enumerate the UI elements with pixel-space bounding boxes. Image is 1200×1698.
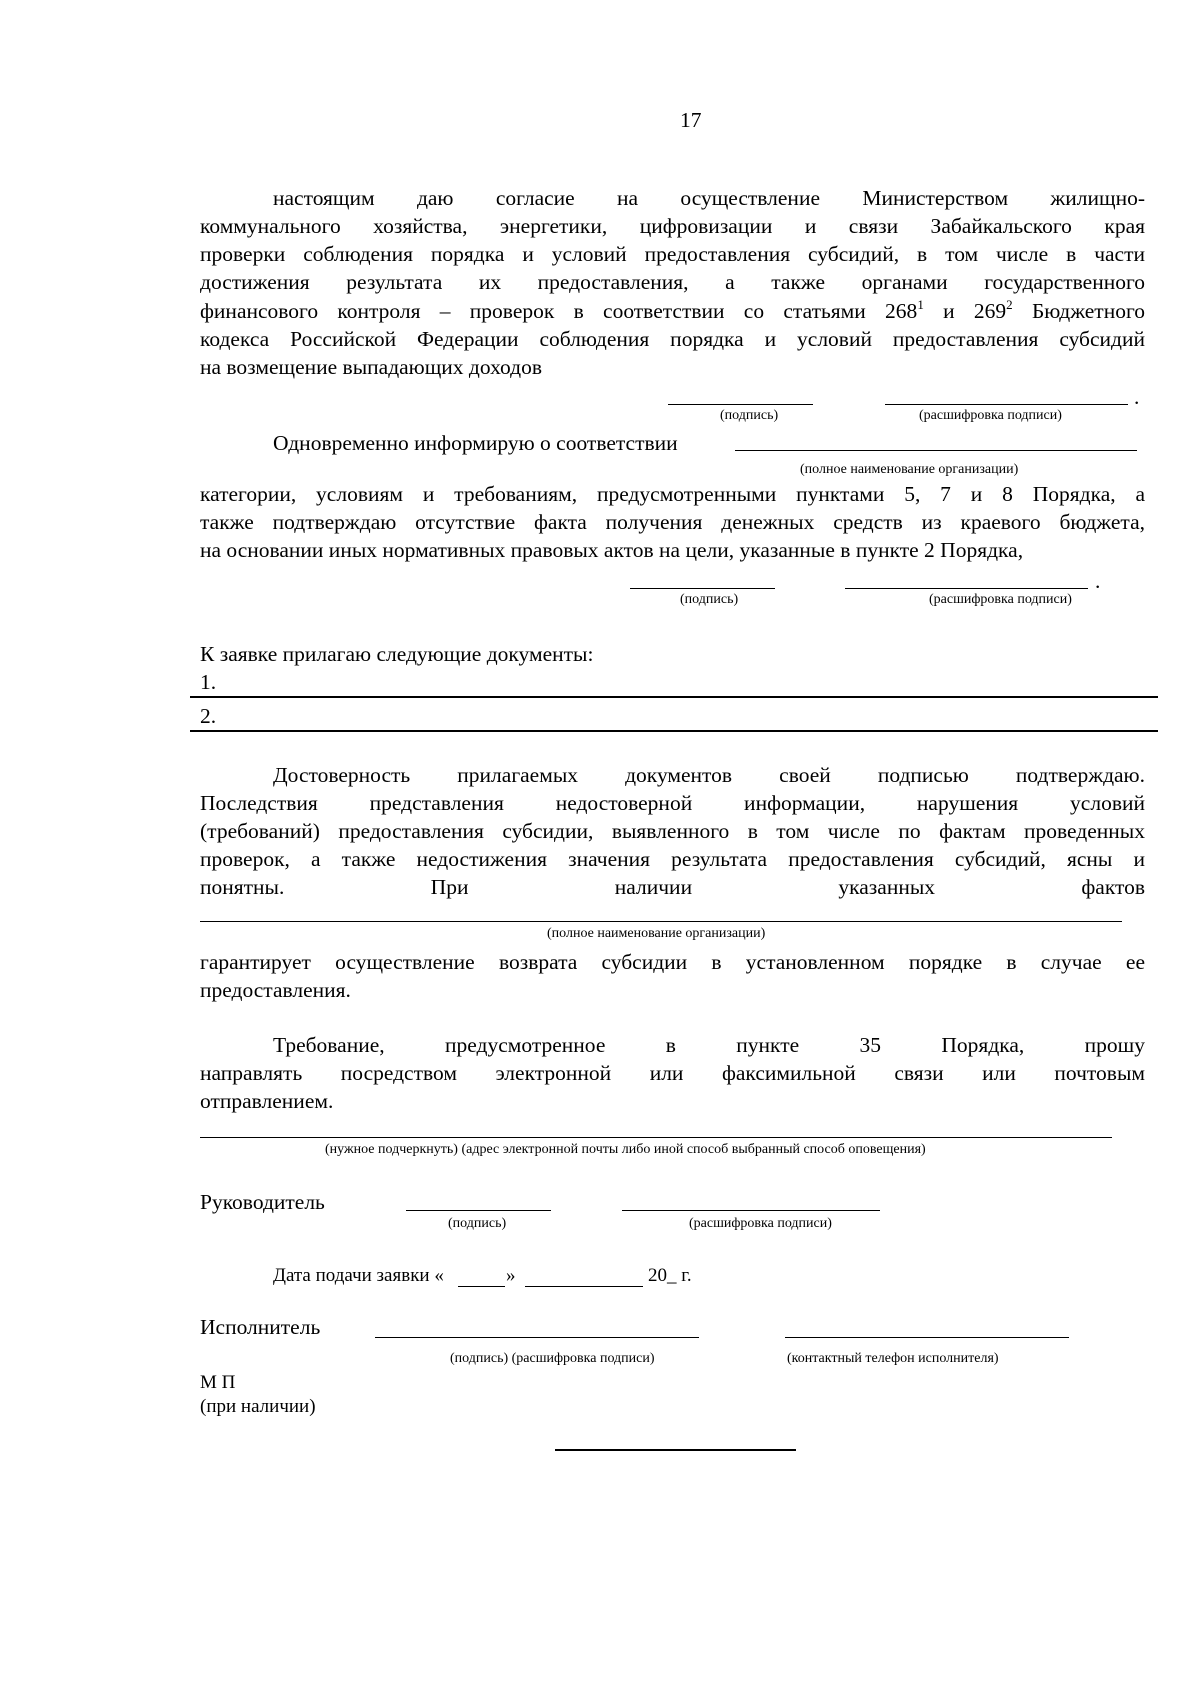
consent-line-6: кодекса Российской Федерации соблюдения порядка и условий предоставления субсидий <box>200 327 1145 351</box>
consent-line-1: настоящим даю согласие на осуществление Министерством жилищно- <box>273 186 1145 210</box>
inform-org-name-line[interactable] <box>735 450 1137 451</box>
reliability-line-2: Последствия представления недостоверной информации, нарушения условий <box>200 791 1145 815</box>
requirement-line-2: направлять посредством электронной или факсимильной связи или почтовым <box>200 1061 1145 1085</box>
executor-phone-line[interactable] <box>785 1337 1069 1338</box>
notification-method-caption: (нужное подчеркнуть) (адрес электронной почты либо иной способ выбранный способ оповещения) <box>325 1142 926 1157</box>
stamp-note: (при наличии) <box>200 1396 316 1417</box>
consent-signature-line[interactable] <box>668 404 813 405</box>
attachment-line-2[interactable] <box>190 730 1158 732</box>
consent-decoding-caption: (расшифровка подписи) <box>919 408 1062 423</box>
consent-line-7: на возмещение выпадающих доходов <box>200 355 542 379</box>
page-number: 17 <box>680 108 702 132</box>
consent-line-2: коммунального хозяйства, энергетики, цифровизации и связи Забайкальского края <box>200 214 1145 238</box>
reliability-org-caption: (полное наименование организации) <box>547 926 766 941</box>
reliability-line-4: проверок, а также недостижения значения результата предоставления субсидий, ясны и <box>200 847 1145 871</box>
head-label: Руководитель <box>200 1190 325 1214</box>
notification-method-line[interactable] <box>200 1137 1112 1138</box>
reliability-line-3: (требований) предоставления субсидии, выявленного в том числе по фактам проведенных <box>200 819 1145 843</box>
executor-signature-line[interactable] <box>375 1337 699 1338</box>
date-year: 20_ г. <box>648 1265 692 1286</box>
attachment-item-2: 2. <box>200 704 217 728</box>
inform-line-2: также подтверждаю отсутствие факта получения денежных средств из краевого бюджета, <box>200 510 1145 534</box>
consent-line-4: достижения результата их предоставления, а также органами государственного <box>200 270 1145 294</box>
footnote-mark-2: 2 <box>1006 297 1013 312</box>
reliability-org-name-line[interactable] <box>200 921 1122 922</box>
attachments-heading: К заявке прилагаю следующие документы: <box>200 642 594 666</box>
stamp-label: М П <box>200 1372 236 1393</box>
inform-decoding-line[interactable] <box>845 588 1088 589</box>
date-prefix: Дата подачи заявки « <box>273 1265 444 1286</box>
head-signature-line[interactable] <box>406 1210 551 1211</box>
date-day-line[interactable] <box>458 1286 505 1287</box>
head-decoding-line[interactable] <box>622 1210 880 1211</box>
reliability-line-7: предоставления. <box>200 978 351 1002</box>
requirement-line-3: отправлением. <box>200 1089 334 1113</box>
consent-dot: . <box>1134 385 1140 409</box>
head-decoding-caption: (расшифровка подписи) <box>689 1216 832 1231</box>
consent-line-5: финансового контроля – проверок в соответствии со статьями $268^1$ и $269^2$ Бюджетного <box>200 297 1145 323</box>
date-quote-close: » <box>506 1265 516 1286</box>
executor-label: Исполнитель <box>200 1315 321 1339</box>
inform-decoding-caption: (расшифровка подписи) <box>929 592 1072 607</box>
reliability-line-5: понятны. При наличии указанных фактов <box>200 875 1145 899</box>
consent-signature-caption: (подпись) <box>720 408 779 423</box>
consent-line-3: проверки соблюдения порядка и условий предоставления субсидий, в том числе в части <box>200 242 1145 266</box>
head-signature-caption: (подпись) <box>448 1216 507 1231</box>
closing-separator <box>555 1449 796 1451</box>
requirement-line-1: Требование, предусмотренное в пункте 35 Порядка, прошу <box>273 1033 1145 1057</box>
consent-decoding-line[interactable] <box>885 404 1128 405</box>
inform-dot: . <box>1095 569 1101 593</box>
executor-signature-caption: (подпись) (расшифровка подписи) <box>450 1351 655 1366</box>
inform-signature-line[interactable] <box>630 588 775 589</box>
inform-line-1: категории, условиям и требованиям, предусмотренными пунктами 5, 7 и 8 Порядка, а <box>200 482 1145 506</box>
reliability-line-1: Достоверность прилагаемых документов своей подписью подтверждаю. <box>273 763 1145 787</box>
date-month-line[interactable] <box>525 1286 643 1287</box>
inform-line-3: на основании иных нормативных правовых актов на цели, указанные в пункте 2 Порядка, <box>200 538 1024 562</box>
attachment-item-1: 1. <box>200 670 217 694</box>
reliability-line-6: гарантирует осуществление возврата субсидии в установленном порядке в случае ее <box>200 950 1145 974</box>
attachment-line-1[interactable] <box>190 696 1158 698</box>
inform-signature-caption: (подпись) <box>680 592 739 607</box>
inform-org-caption: (полное наименование организации) <box>800 462 1019 477</box>
inform-lead: Одновременно информирую о соответствии <box>273 431 678 455</box>
executor-phone-caption: (контактный телефон исполнителя) <box>787 1351 999 1366</box>
footnote-mark-1: 1 <box>917 297 924 312</box>
